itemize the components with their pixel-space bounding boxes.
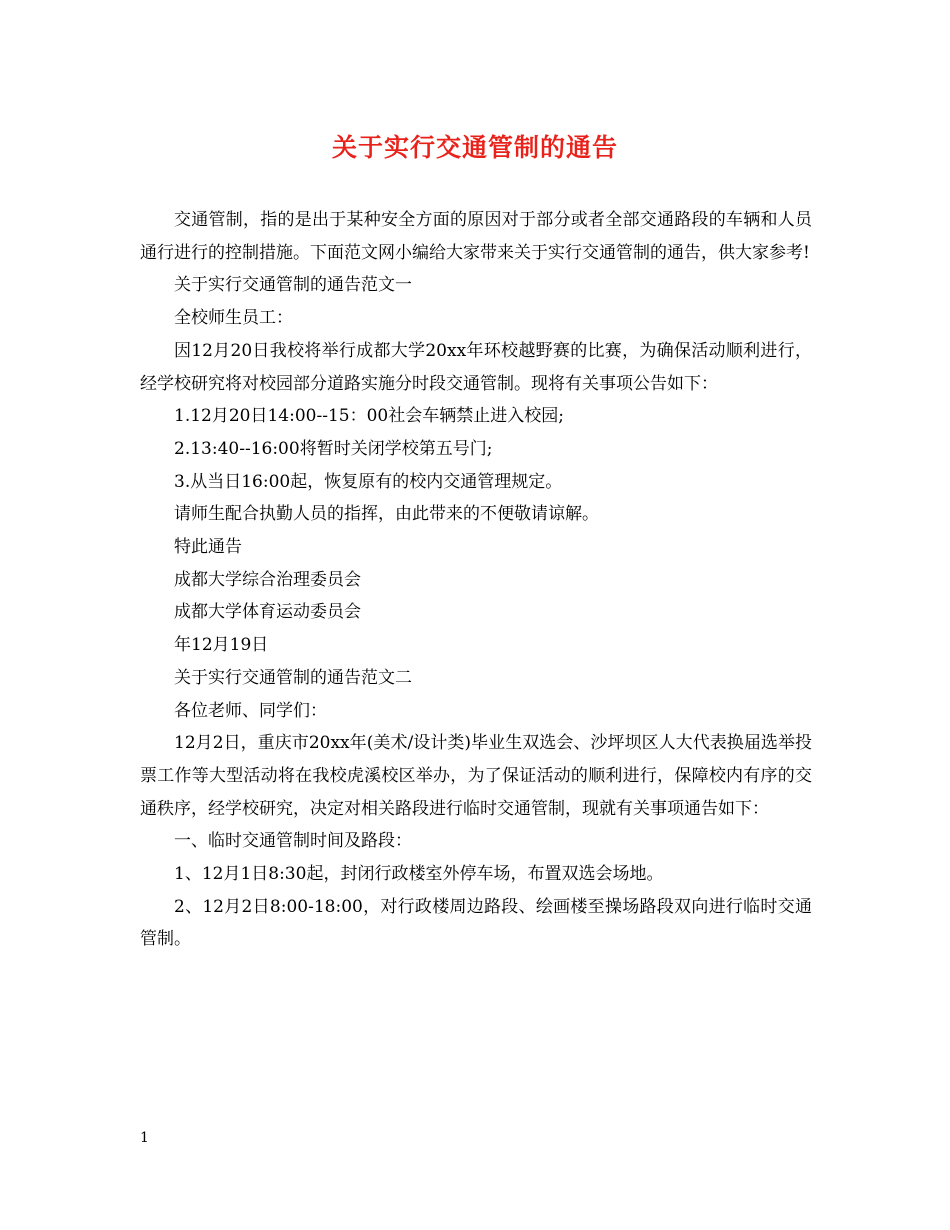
salutation-paragraph: 各位老师、同学们： — [174, 700, 327, 721]
list-item: 3.从当日16:00起，恢复原有的校内交通管理规定。 — [174, 471, 563, 492]
section-heading-sample-one: 关于实行交通管制的通告范文一 — [174, 275, 412, 296]
document-title: 关于实行交通管制的通告 — [331, 133, 618, 162]
closing-line: 特此通告 — [174, 537, 242, 558]
signature-organization: 成都大学体育运动委员会 — [174, 602, 361, 623]
list-item: 1、12月1日8:30起，封闭行政楼室外停车场，布置双选会场地。 — [174, 864, 664, 885]
signature-organization: 成都大学综合治理委员会 — [174, 569, 361, 590]
body-paragraph: 12月2日，重庆市20xx年(美术/设计类)毕业生双选会、沙坪坝区人大代表换届选举投票工作等大型活动将在我校虎溪校区举办，为了保证活动的顺利进行，保障校内有序的交通秩序，经学校研究，决定对相关路段进行临时交通管制，现就有关事项通告如下： — [140, 733, 812, 819]
subsection-heading: 一、临时交通管制时间及路段： — [174, 831, 412, 852]
list-item: 2.13:40--16:00将暂时关闭学校第五号门; — [174, 438, 493, 459]
body-paragraph: 因12月20日我校将举行成都大学20xx年环校越野赛的比赛，为确保活动顺利进行，经学校研究将对校园部分道路实施分时段交通管制。现将有关事项公告如下： — [140, 340, 812, 394]
list-item: 1.12月20日14:00--15：00社会车辆禁止进入校园; — [174, 406, 564, 427]
intro-paragraph: 交通管制，指的是出于某种安全方面的原因对于部分或者全部交通路段的车辆和人员通行进行的控制措施。下面范文网小编给大家带来关于实行交通管制的通告，供大家参考! — [140, 210, 812, 263]
section-heading-sample-two: 关于实行交通管制的通告范文二 — [174, 667, 412, 688]
salutation-paragraph: 全校师生员工： — [174, 308, 293, 329]
signature-date: 年12月19日 — [174, 635, 269, 656]
list-item: 2、12月2日8:00-18:00，对行政楼周边路段、绘画楼至操场路段双向进行临时交通管制。 — [140, 896, 812, 950]
document-body — [140, 204, 812, 956]
body-paragraph: 请师生配合执勤人员的指挥，由此带来的不便敬请谅解。 — [174, 504, 599, 525]
page-number: 1 — [140, 1130, 149, 1146]
